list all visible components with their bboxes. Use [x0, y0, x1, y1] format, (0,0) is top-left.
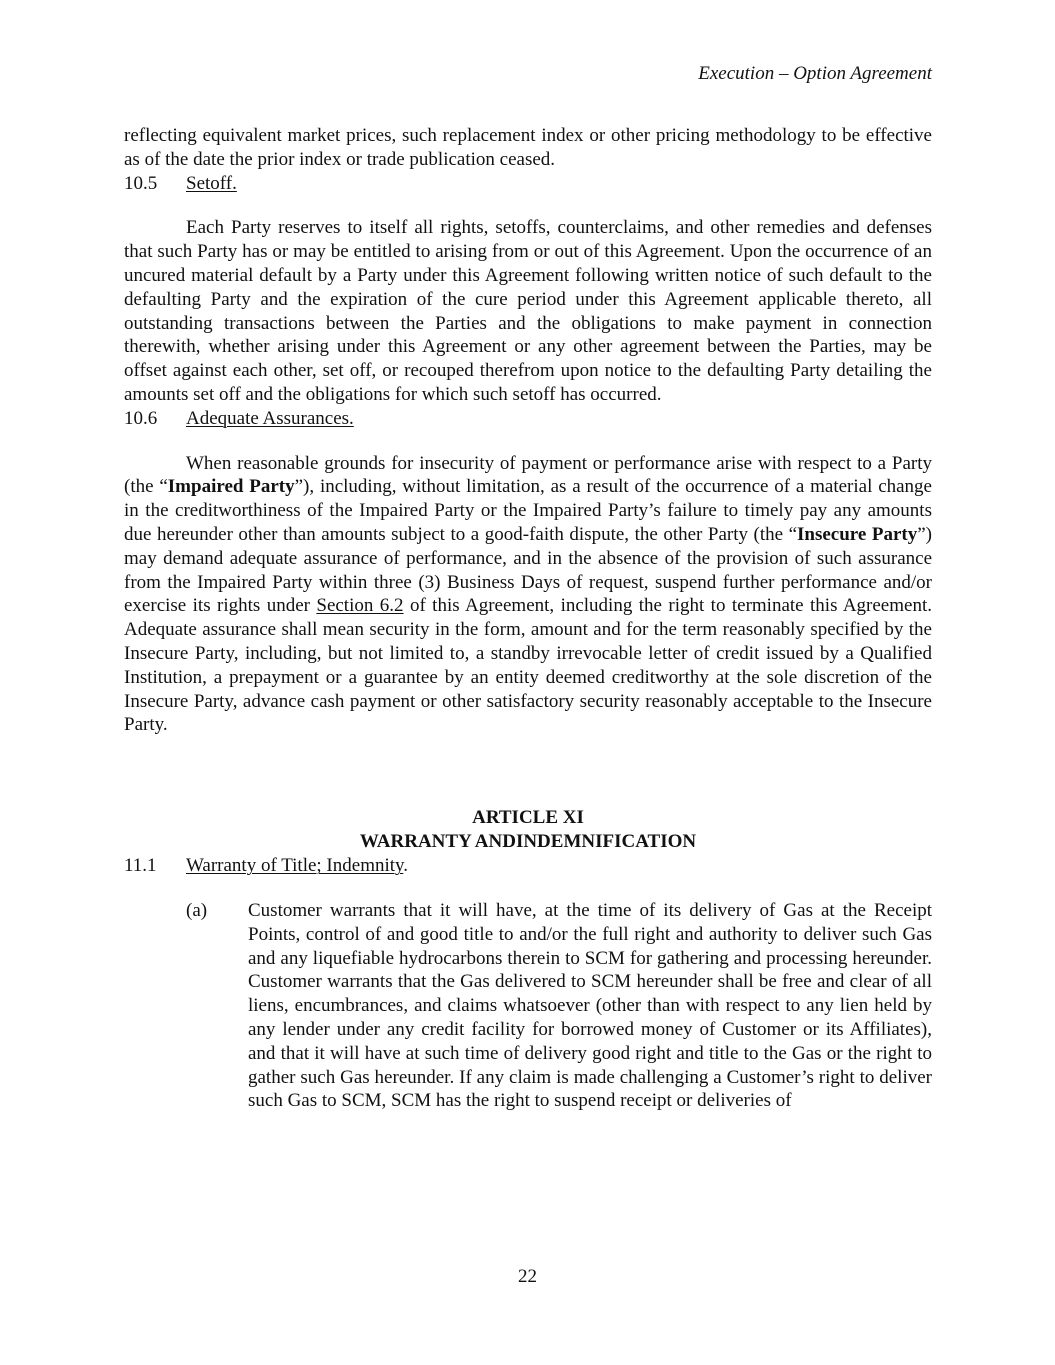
- article-title: WARRANTY ANDINDEMNIFICATION: [359, 831, 697, 853]
- subsection-label: (a): [186, 899, 208, 921]
- running-header: Execution – Option Agreement: [698, 63, 932, 84]
- section-title: Warranty of Title; Indemnity: [186, 855, 404, 877]
- section-number: 11.1: [124, 855, 157, 877]
- section-title: Setoff.: [186, 172, 237, 194]
- section-title: Adequate Assurances.: [186, 407, 354, 429]
- subsection-text: Customer warrants that it will have, at the time of its delivery of Gas at the Receipt Points, control of and good title to and/or the full right and authority to deliver such Gas and any liquefiable hydrocarbons therein to SCM for gathering and processing hereunder. Customer warrants that the Gas delivered to SCM hereunder shall be free and clear of all liens, encumbrances, and claims whatsoever (other than with respect to any lien held by any lender under any credit facility for borrowed money of Customer or its Affiliates), and that it will have at such time of delivery good right and title to the Gas or the right to gather such Gas hereunder. If any claim is made challenging a Customer’s right to deliver such Gas to SCM, SCM has the right to suspend receipt or deliveries of: [248, 899, 932, 1112]
- subsection-a: [186, 899, 932, 1113]
- body-text: ”) may demand adequate assurance of performance, and in the absence of the provision of such assurance from the Impaired Party within three (3) Business Days of request, suspend further performance and/or exercise its rights under: [124, 523, 932, 617]
- defined-term: Impaired Party: [167, 476, 295, 498]
- section-number: 10.6: [124, 407, 158, 429]
- page-number: 22: [518, 1266, 537, 1287]
- article-heading: [124, 806, 932, 854]
- section-10-6-body: [124, 452, 932, 738]
- section-title-wrapper: [186, 854, 408, 878]
- section-number: 10.5: [124, 172, 158, 194]
- body-text: When reasonable grounds for insecurity of payment or performance arise with respect to a Party (the “: [124, 452, 932, 498]
- section-10-6-heading: [124, 407, 932, 431]
- defined-term: Insecure Party: [797, 523, 918, 545]
- section-10-5-body: Each Party reserves to itself all rights, setoffs, counterclaims, and other remedies and defenses that such Party has or may be entitled to arising from or out of this Agreement. Upon the occurrence of an uncured material default by a Party under this Agreement following written notice of such default to the defaulting Party and the expiration of the cure period under this Agreement applicable thereto, all outstanding transactions between the Parties and the obligations to make payment in connection therewith, whether arising under this Agreement or any other agreement between the Parties, may be offset against each other, set off, or recouped therefrom upon notice to the defaulting Party detailing the amounts set off and the obligations for which such setoff has occurred.: [124, 217, 932, 405]
- section-title-suffix: .: [403, 855, 409, 877]
- document-body: [124, 124, 932, 1113]
- body-text: ”), including, without limitation, as a result of the occurrence of a material change in the creditworthiness of the Impaired Party or the Impaired Party’s failure to timely pay any amounts due hereunder other than amounts subject to a good-faith dispute, the other Party (the “: [124, 476, 932, 545]
- article-number: ARTICLE XI: [472, 807, 584, 829]
- body-text: of this Agreement, including the right to terminate this Agreement. Adequate assurance shall mean security in the form, amount and for the term reasonably specified by the Insecure Party, including, but not limited to, a standby irrevocable letter of credit issued by a Qualified Institution, a prepayment or a guarantee by an entity deemed creditworthy at the sole discretion of the Insecure Party, advance cash payment or other satisfactory security reasonably acceptable to the Insecure Party.: [124, 595, 932, 736]
- section-11-1-heading: [124, 854, 932, 878]
- intro-paragraph: reflecting equivalent market prices, such replacement index or other pricing methodology to be effective as of the date the prior index or trade publication ceased.: [124, 125, 932, 170]
- section-10-5-heading: [124, 172, 932, 196]
- section-reference: Section 6.2: [316, 595, 404, 617]
